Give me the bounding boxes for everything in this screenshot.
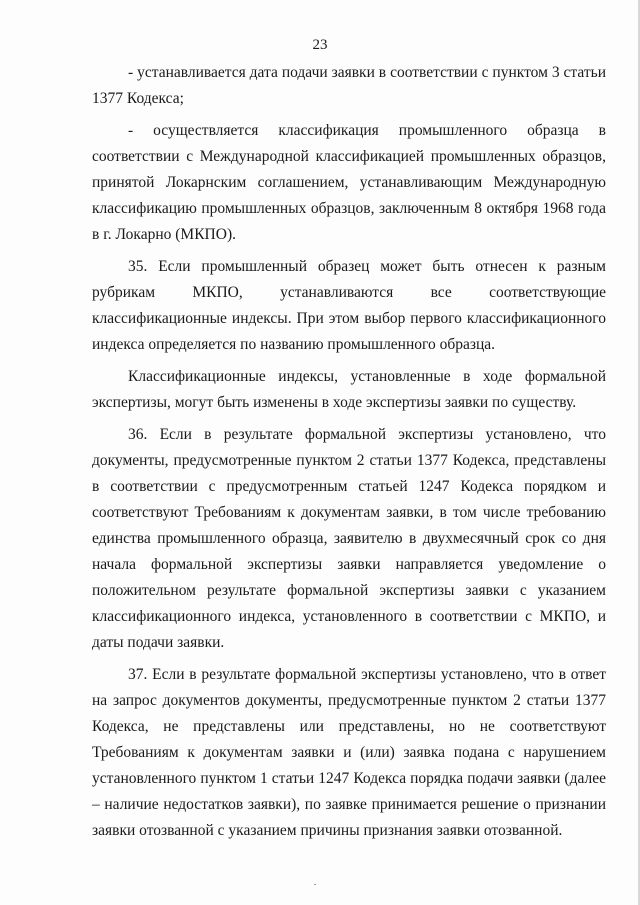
document-body bbox=[92, 60, 606, 850]
paragraph: 37. Если в результате формальной экспертизы установлено, что в ответ на запрос документов документы, предусмотренные пунктом 2 статьи 1377 Кодекса, не представлены или представлены, но не соответствуют Требованиям к документам заявки и (или) заявка подана с нарушением установленного пунктом 1 статьи 1247 Кодекса порядка подачи заявки (далее – наличие недостатков заявки), по заявке принимается решение о признании заявки отозванной с указанием причины признания заявки отозванной. bbox=[92, 666, 606, 839]
scan-speck bbox=[314, 884, 316, 885]
paragraph: - устанавливается дата подачи заявки в соответствии с пунктом 3 статьи 1377 Кодекса; bbox=[92, 64, 606, 107]
paragraph: 35. Если промышленный образец может быть отнесен к разным рубрикам МКПО, устанавливаются все соответствующие классификационные индексы. При этом выбор первого классификационного индекса определяется по названию промышленного образца. bbox=[92, 258, 606, 353]
paragraph: 36. Если в результате формальной экспертизы установлено, что документы, предусмотренные пунктом 2 статьи 1377 Кодекса, представлены в соответствии с предусмотренным статьей 1247 Кодекса порядком и соответствуют Требованиям к документам заявки, в том числе требованию единства промышленного образца, заявителю в двухмесячный срок со дня начала формальной экспертизы заявки направляется уведомление о положительном результате формальной экспертизы заявки с указанием классификационного индекса, установленного в соответствии с МКПО, и даты подачи заявки. bbox=[92, 426, 606, 651]
paragraph: Классификационные индексы, установленные в ходе формальной экспертизы, могут быть изменены в ходе экспертизы заявки по существу. bbox=[92, 368, 606, 411]
paragraph: - осуществляется классификация промышленного образца в соответствии с Международной классификацией промышленных образцов, принятой Локарнским соглашением, устанавливающим Международную классификацию промышленных образцов, заключенным 8 октября 1968 года в г. Локарно (МКПО). bbox=[92, 122, 606, 243]
page-number: 23 bbox=[312, 37, 328, 53]
